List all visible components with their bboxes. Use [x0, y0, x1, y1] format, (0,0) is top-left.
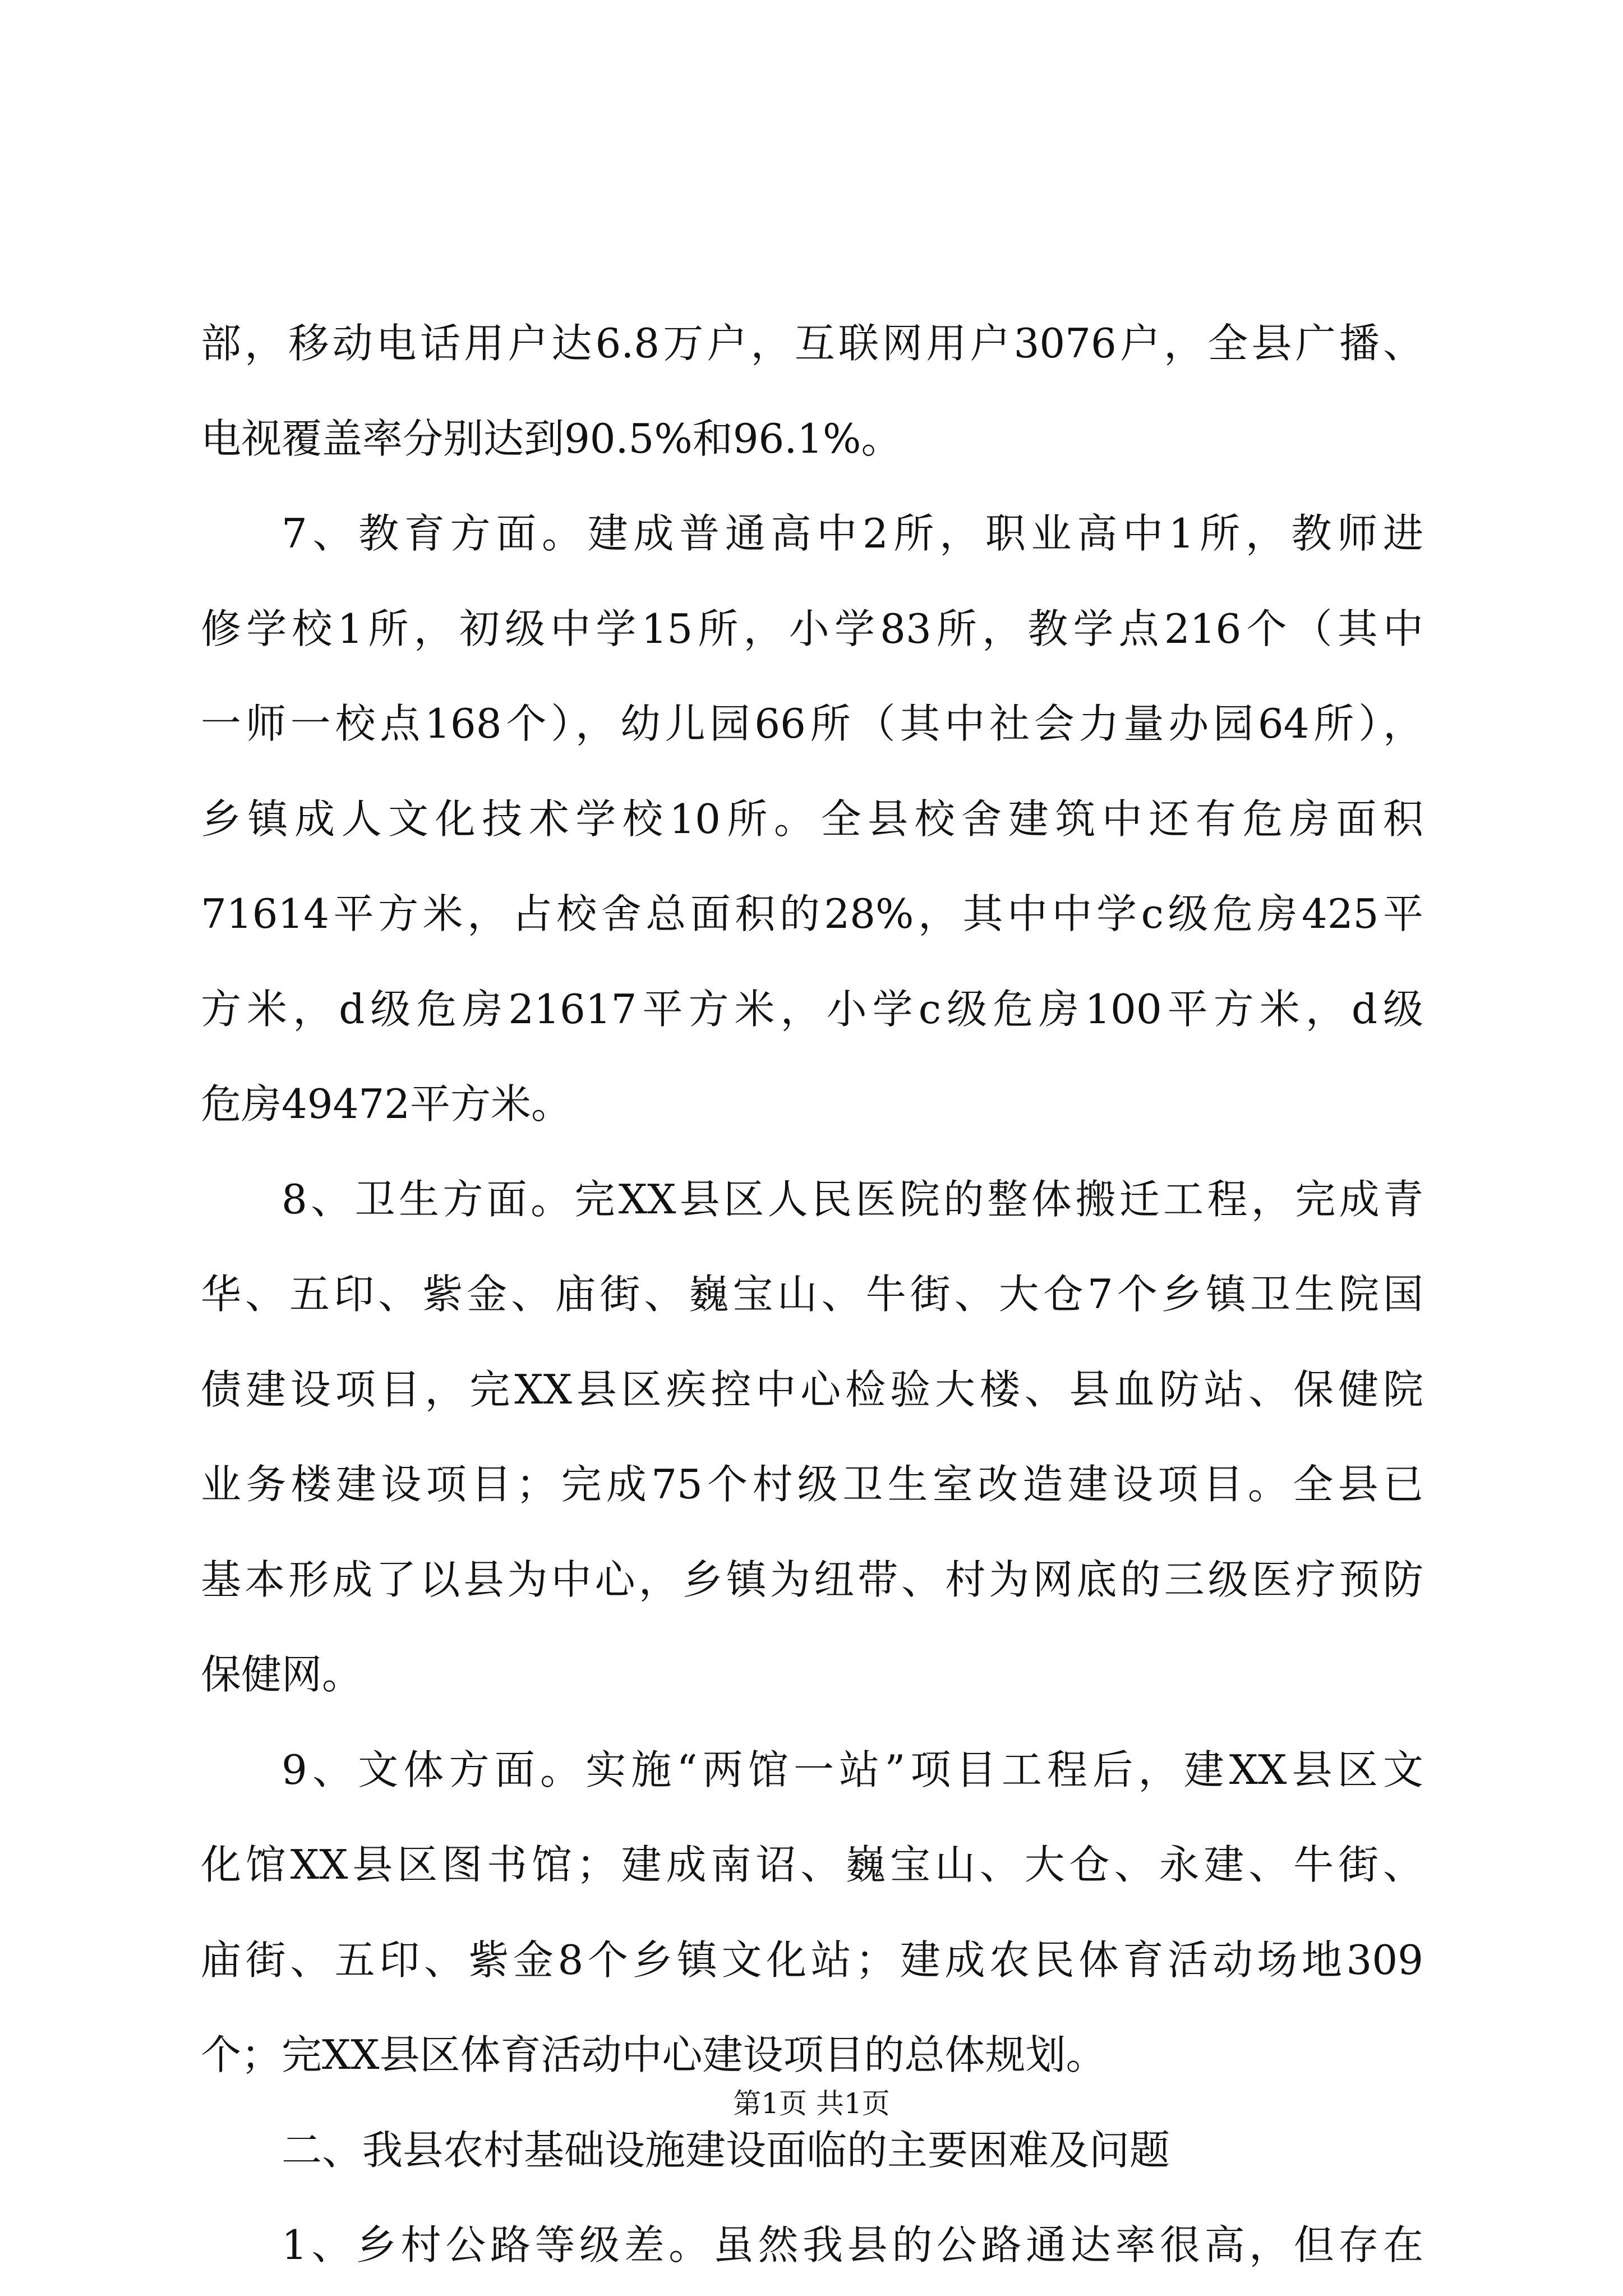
text-line: 修学校1所，初级中学15所，小学83所，教学点216个（其中 — [201, 605, 1423, 652]
text-line: 乡镇成人文化技术学校10所。全县校舍建筑中还有危房面积 — [201, 795, 1423, 843]
text-line: 一师一校点168个），幼儿园66所（其中社会力量办园64所）， — [201, 700, 1423, 747]
text-line: 方米，d级危房21617平方米，小学c级危房100平方米，d级 — [201, 985, 1423, 1033]
body-text — [201, 296, 1423, 2293]
text-line: 1、乡村公路等级差。虽然我县的公路通达率很高，但存在 — [282, 2221, 1423, 2269]
text-line: 7、教育方面。建成普通高中2所，职业高中1所，教师进 — [282, 510, 1423, 557]
text-line: 8、卫生方面。完XX县区人民医院的整体搬迁工程，完成青 — [282, 1175, 1423, 1223]
text-line: 电视覆盖率分别达到90.5%和96.1%。 — [201, 415, 902, 462]
text-line: 个；完XX县区体育活动中心建设项目的总体规划。 — [201, 2031, 1106, 2078]
text-line: 化馆XX县区图书馆；建成南诏、巍宝山、大仓、永建、牛街、 — [201, 1841, 1423, 1888]
text-line: 华、五印、紫金、庙街、巍宝山、牛街、大仓7个乡镇卫生院国 — [201, 1271, 1423, 1318]
text-line: 71614平方米，占校舍总面积的28%，其中中学c级危房425平 — [201, 890, 1423, 937]
text-line: 业务楼建设项目；完成75个村级卫生室改造建设项目。全县已 — [201, 1461, 1423, 1508]
section-heading: 二、我县农村基础设施建设面临的主要困难及问题 — [282, 2126, 1170, 2174]
text-line: 庙街、五印、紫金8个乡镇文化站；建成农民体育活动场地309 — [201, 1936, 1423, 1984]
page-footer: 第1页 共1页 — [733, 2087, 890, 2120]
text-line: 基本形成了以县为中心，乡镇为纽带、村为网底的三级医疗预防 — [201, 1556, 1423, 1603]
text-line: 债建设项目，完XX县区疾控中心检验大楼、县血防站、保健院 — [201, 1365, 1423, 1413]
text-line: 危房49472平方米。 — [201, 1080, 572, 1128]
text-line: 保健网。 — [201, 1651, 363, 1698]
text-line: 部，移动电话用户达6.8万户，互联网用户3076户，全县广播、 — [201, 320, 1423, 367]
text-line: 9、文体方面。实施“两馆一站”项目工程后，建XX县区文 — [282, 1746, 1423, 1793]
